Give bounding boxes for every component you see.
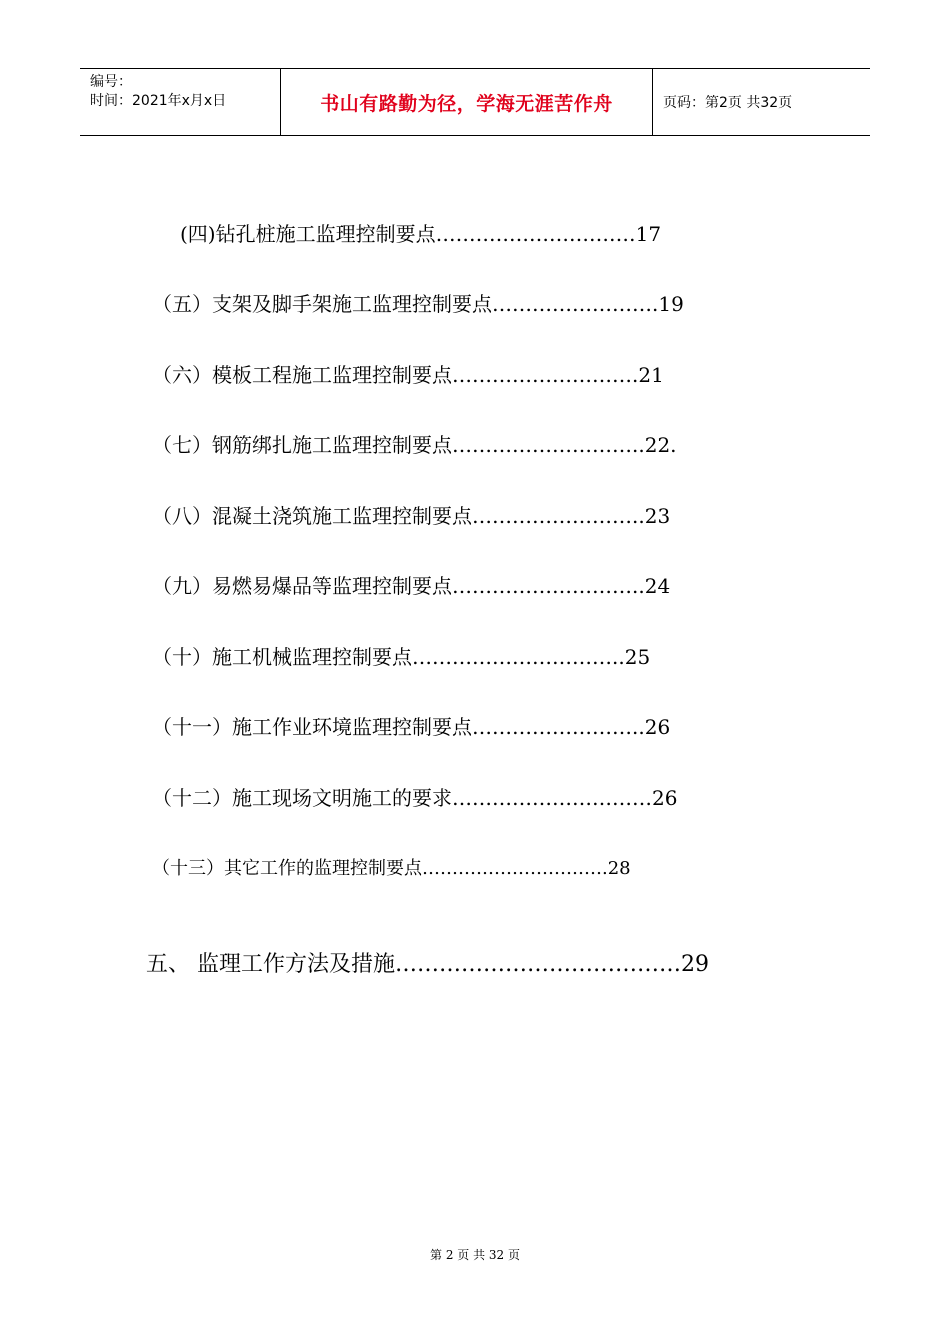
toc-major-title: 五、 监理工作方法及措施 [146, 952, 395, 977]
toc-entry-leader: ………………………… [435, 222, 636, 246]
header-number-label: 编号： [90, 74, 132, 90]
toc-entry-page: ..24 [632, 574, 671, 598]
toc-entry [152, 433, 677, 457]
page-footer: 第 2 页 共 32 页 [430, 1248, 520, 1262]
toc-entry-title: （十二）施工现场文明施工的要求 [152, 786, 452, 810]
header-motto: 书山有路勤为径，学海无涯苦作舟 [281, 69, 653, 135]
toc-entry-leader: ………………………… [412, 645, 612, 669]
toc-entry-leader: …………………… [492, 292, 652, 316]
page-header [80, 68, 870, 136]
toc-entry-page: .21 [632, 363, 664, 387]
toc-entry [152, 645, 650, 669]
toc-entry-title: （九）易燃易爆品等监理控制要点 [152, 574, 452, 598]
toc-major-page: 29 [681, 952, 709, 977]
toc-entry [152, 363, 664, 387]
toc-entry-leader: ………………………… [422, 858, 602, 879]
toc-entry-page: ..22. [632, 433, 677, 457]
toc-entry-page: .28 [602, 858, 631, 879]
toc-entry-title: (四)钻孔桩施工监理控制要点 [180, 222, 436, 246]
toc-entry-leader: ……………………… [452, 574, 632, 598]
header-date-label: 时间：2021年x月x日 [90, 93, 227, 109]
toc-entry-title: （十）施工机械监理控制要点 [152, 645, 412, 669]
toc-entry [152, 292, 684, 316]
toc-entry-title: （七）钢筋绑扎施工监理控制要点 [152, 433, 452, 457]
toc-entry-page: .19 [652, 292, 684, 316]
toc-major-leader: ………………………………… [395, 952, 681, 977]
toc-entry [152, 504, 670, 528]
toc-entry [180, 222, 661, 246]
toc-entry-title: （五）支架及脚手架施工监理控制要点 [152, 292, 492, 316]
toc-entry-leader: ………………………… [452, 786, 652, 810]
toc-entry-title: （十三）其它工作的监理控制要点 [152, 858, 422, 879]
toc-entry-page: ..23 [632, 504, 671, 528]
toc-entry-leader: …………………… [472, 715, 632, 739]
toc-entry-leader: …………………… [472, 504, 632, 528]
toc-entry [152, 786, 677, 810]
toc-entry [152, 857, 631, 881]
toc-entry [152, 715, 670, 739]
toc-entry-title: （八）混凝土浇筑施工监理控制要点 [152, 504, 472, 528]
toc-entry [152, 574, 670, 598]
toc-entry-page: ..25 [612, 645, 651, 669]
toc-entry-leader: ……………………… [452, 363, 632, 387]
toc-entry-title: （十一）施工作业环境监理控制要点 [152, 715, 472, 739]
toc-entry-page: ..26 [632, 715, 671, 739]
toc-entry-leader: ……………………… [452, 433, 632, 457]
header-page-label: 页码：第2页 共32页 [663, 95, 793, 111]
toc-entry-title: （六）模板工程施工监理控制要点 [152, 363, 452, 387]
header-meta-cell [80, 69, 281, 135]
toc-major-entry [146, 952, 709, 978]
toc-entry-page: 17 [635, 222, 662, 246]
toc-entry-page: 26 [652, 786, 678, 810]
